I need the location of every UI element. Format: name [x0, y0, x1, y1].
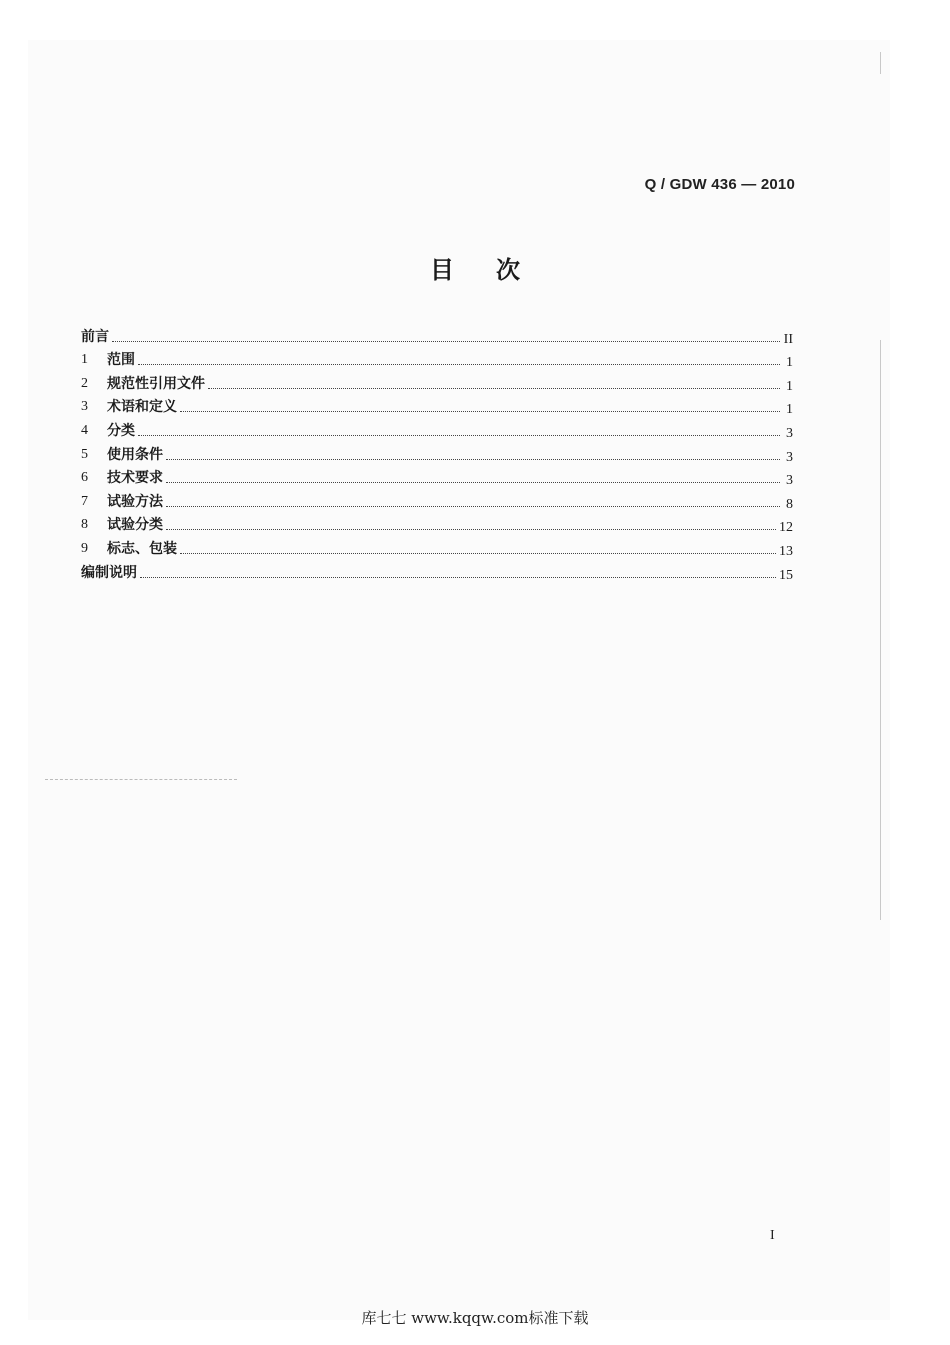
scan-edge-line	[880, 52, 881, 74]
toc-entry-7[interactable]	[81, 487, 793, 511]
toc-title: 目次	[430, 256, 562, 284]
toc-leader-dots	[140, 576, 776, 578]
page-number: I	[770, 1228, 775, 1243]
toc-entry-label: 分类	[107, 422, 135, 439]
toc-entry-label: 使用条件	[107, 446, 163, 463]
toc-leader-dots	[138, 363, 780, 365]
toc-entry-number: 4	[81, 422, 88, 438]
document-page	[28, 40, 890, 1320]
toc-entry-2[interactable]	[81, 369, 793, 393]
toc-entry-label: 标志、包装	[107, 540, 177, 557]
toc-entry-label: 前言	[81, 328, 109, 345]
toc-leader-dots	[166, 505, 780, 507]
toc-entry-6[interactable]	[81, 464, 793, 488]
toc-leader-dots	[166, 481, 780, 483]
toc-entry-label: 术语和定义	[107, 399, 177, 416]
toc-entry-4[interactable]	[81, 416, 793, 440]
toc-leader-dots	[166, 528, 776, 530]
toc-entry-page: 12	[779, 520, 793, 536]
toc-entry-page: 3	[786, 449, 793, 465]
download-footer: 库七七 www.kqqw.com标准下载	[361, 1309, 589, 1327]
toc-entry-page: II	[783, 331, 793, 347]
toc-entry-label: 规范性引用文件	[107, 375, 205, 392]
toc-entry-number: 3	[81, 399, 88, 415]
toc-leader-dots	[180, 410, 780, 412]
toc-entry-9[interactable]	[81, 534, 793, 558]
toc-entry-number: 6	[81, 470, 88, 486]
toc-leader-dots	[112, 340, 780, 342]
toc-entry-page: 13	[779, 543, 793, 559]
toc-entry-3[interactable]	[81, 393, 793, 417]
toc-entry-8[interactable]	[81, 511, 793, 535]
toc-entry-page: 3	[786, 473, 793, 489]
toc-entry-page: 1	[786, 402, 793, 418]
toc-entry-page: 1	[786, 378, 793, 394]
toc-entry-label: 范围	[107, 352, 135, 369]
toc-entry-1[interactable]	[81, 346, 793, 370]
document-code: Q / GDW 436 — 2010	[644, 176, 795, 193]
toc-leader-dots	[180, 552, 776, 554]
toc-leader-dots	[166, 458, 780, 460]
toc-entry-5[interactable]	[81, 440, 793, 464]
toc-entry-page: 15	[779, 567, 793, 583]
toc-entry-number: 9	[81, 540, 88, 556]
toc-entry-label: 试验分类	[107, 517, 163, 534]
toc-entry-preface[interactable]	[81, 322, 793, 346]
toc-entry-label: 技术要求	[107, 470, 163, 487]
toc-leader-dots	[138, 434, 780, 436]
scan-edge-line	[880, 340, 881, 920]
toc-entry-number: 7	[81, 493, 88, 509]
toc-leader-dots	[208, 387, 780, 389]
scan-artifact-rule	[45, 779, 237, 780]
toc-entry-number: 2	[81, 375, 88, 391]
table-of-contents	[81, 322, 793, 582]
toc-entry-number: 1	[81, 352, 88, 368]
toc-entry-page: 8	[786, 496, 793, 512]
toc-entry-label: 编制说明	[81, 564, 137, 581]
toc-entry-page: 1	[786, 355, 793, 371]
toc-entry-notes[interactable]	[81, 558, 793, 582]
toc-entry-label: 试验方法	[107, 493, 163, 510]
toc-entry-number: 5	[81, 446, 88, 462]
toc-entry-page: 3	[786, 425, 793, 441]
toc-entry-number: 8	[81, 517, 88, 533]
